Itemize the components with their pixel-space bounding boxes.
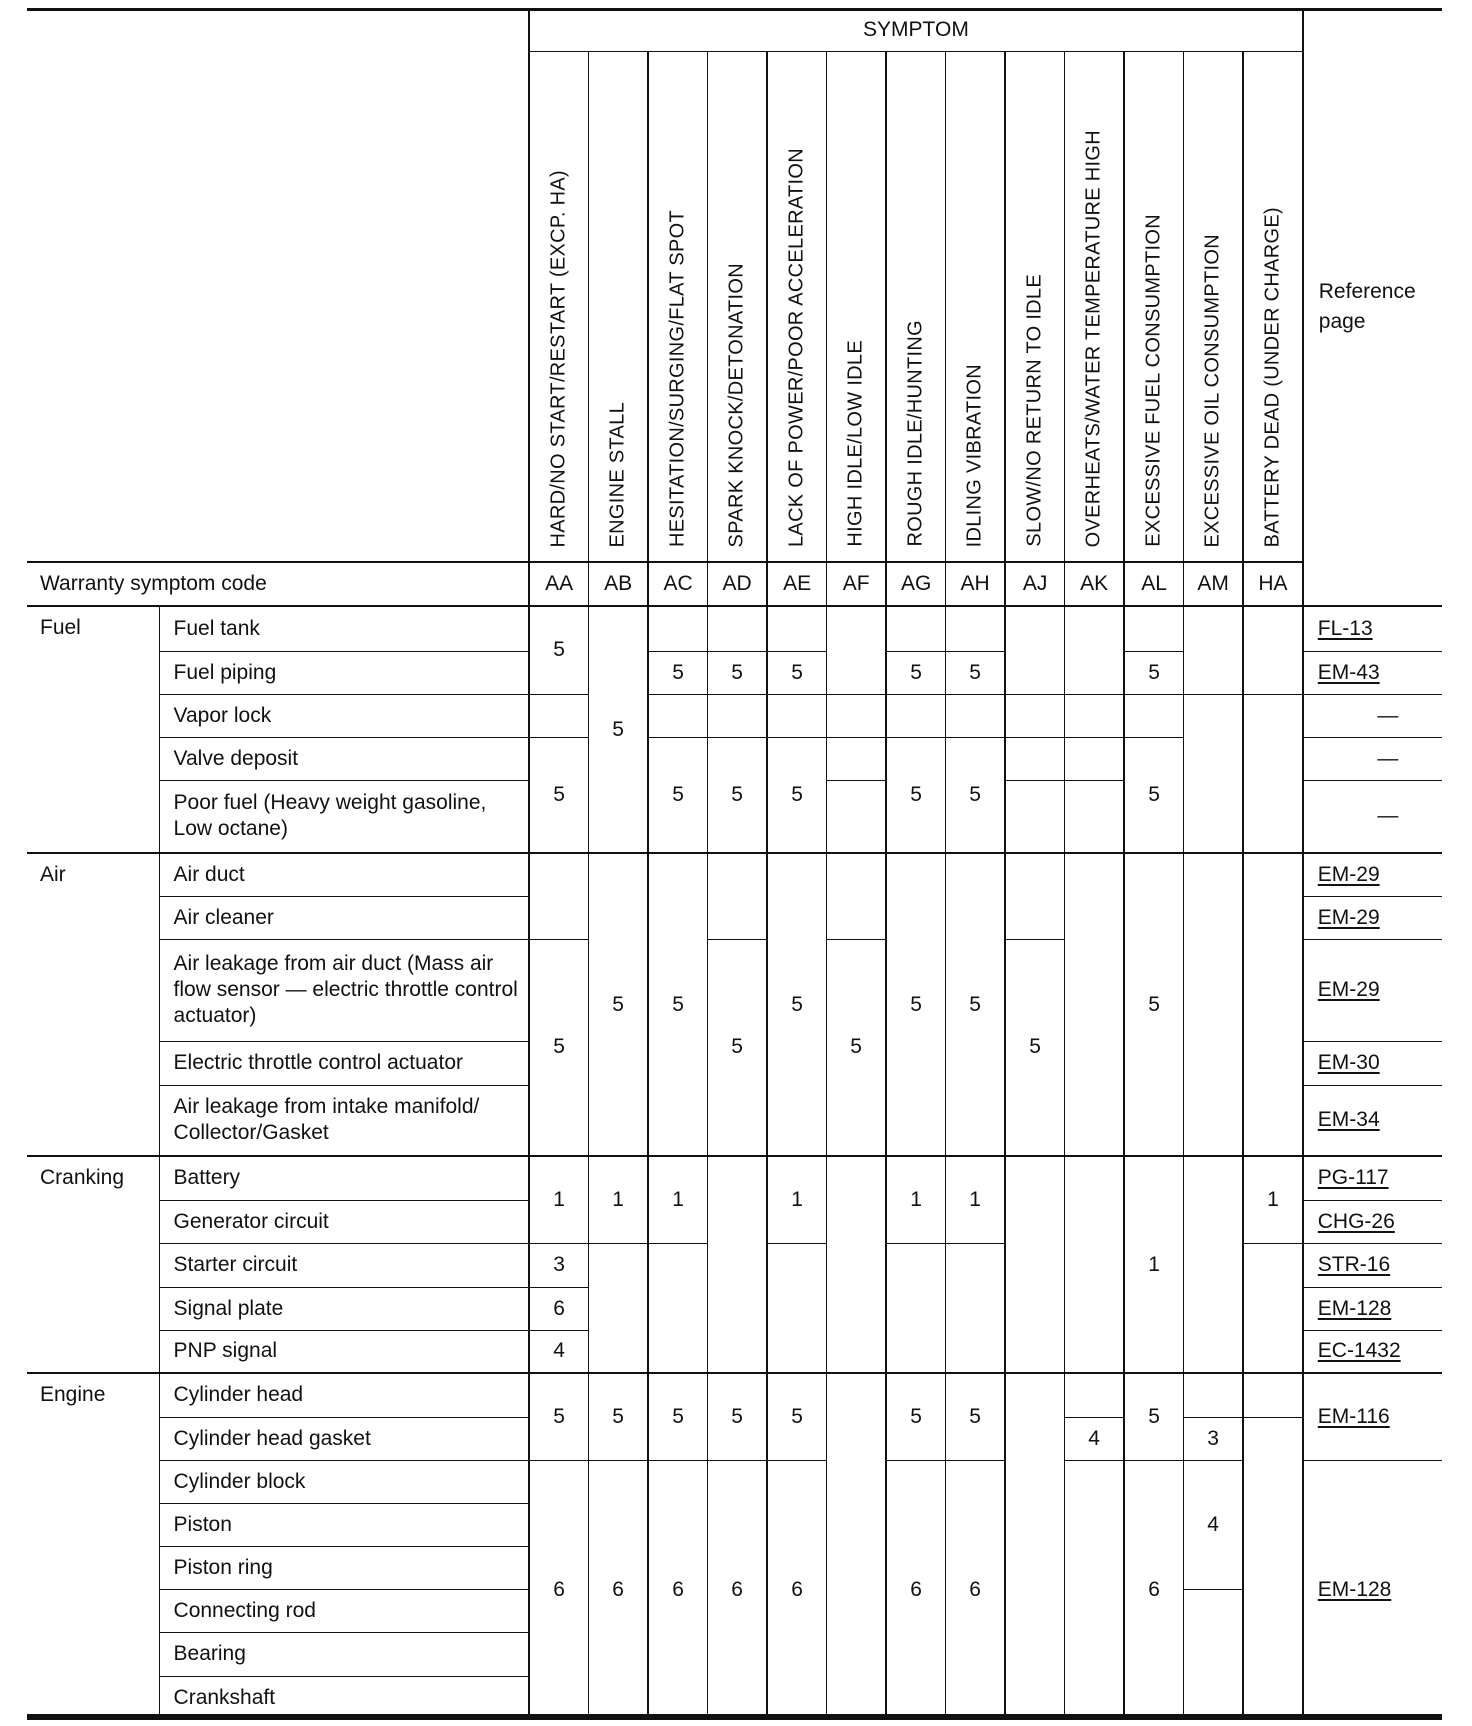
cell-ab xyxy=(589,1243,649,1373)
reference-link[interactable]: PG-117 xyxy=(1317,1166,1389,1190)
cell-aa: 6 xyxy=(529,1287,589,1330)
symptom-label-aa xyxy=(529,52,589,563)
symptom-label-text: HIGH IDLE/LOW IDLE xyxy=(844,340,867,547)
reference-page-heading: Reference page xyxy=(1303,9,1442,606)
cell-ac: 6 xyxy=(648,1460,708,1719)
cell-aa: 5 xyxy=(529,737,589,853)
cell-al xyxy=(1124,606,1184,651)
cell-af xyxy=(827,780,887,853)
cell-aa: 5 xyxy=(529,606,589,694)
symptom-code-ag: AG xyxy=(886,562,946,606)
symptom-label-text: EXCESSIVE FUEL CONSUMPTION xyxy=(1142,214,1165,547)
symptom-label-ad xyxy=(708,52,768,563)
cell-ak xyxy=(1065,737,1125,780)
cell-ag: 6 xyxy=(886,1460,946,1719)
symptom-code-ha: HA xyxy=(1243,562,1303,606)
cell-ak xyxy=(1065,1373,1125,1417)
reference-link[interactable]: EM-34 xyxy=(1317,1108,1380,1132)
cell-aa: 4 xyxy=(529,1330,589,1373)
table-row xyxy=(27,1156,1442,1200)
category-cranking: Cranking xyxy=(27,1156,159,1373)
cell-am xyxy=(1184,606,1244,694)
cell-ah xyxy=(946,694,1006,737)
reference-link[interactable]: EM-116 xyxy=(1317,1404,1390,1428)
cell-af xyxy=(827,853,887,939)
cell-aa: 5 xyxy=(529,939,589,1156)
reference-cell xyxy=(1303,1373,1442,1460)
symptom-code-ae: AE xyxy=(767,562,827,606)
cell-ha: 1 xyxy=(1243,1156,1303,1243)
cell-ag: 5 xyxy=(886,1373,946,1460)
item-name: PNP signal xyxy=(159,1330,529,1373)
cell-aa: 1 xyxy=(529,1156,589,1243)
cell-am: 4 xyxy=(1184,1460,1244,1589)
reference-cell xyxy=(1303,1330,1442,1373)
cell-ag: 5 xyxy=(886,651,946,694)
symptom-label-am xyxy=(1184,52,1244,563)
symptom-label-text: SPARK KNOCK/DETONATION xyxy=(725,262,748,547)
cell-ak xyxy=(1065,780,1125,853)
cell-ak: 4 xyxy=(1065,1417,1125,1460)
cell-ad xyxy=(708,1156,768,1373)
item-name: Air leakage from intake manifold/ Collector/Gasket xyxy=(159,1085,529,1156)
symptom-label-text: HESITATION/SURGING/FLAT SPOT xyxy=(666,210,689,547)
reference-cell xyxy=(1303,651,1442,694)
cell-al: 5 xyxy=(1124,1373,1184,1460)
symptom-label-ha xyxy=(1243,52,1303,563)
cell-al: 5 xyxy=(1124,651,1184,694)
item-name: Generator circuit xyxy=(159,1200,529,1243)
cell-af: 5 xyxy=(827,939,887,1156)
cell-ae xyxy=(767,606,827,651)
cell-am: 3 xyxy=(1184,1417,1244,1460)
item-name: Vapor lock xyxy=(159,694,529,737)
cell-aj xyxy=(1005,1373,1065,1719)
reference-dash: — xyxy=(1377,703,1399,727)
category-fuel: Fuel xyxy=(27,606,159,853)
cell-aj xyxy=(1005,853,1065,939)
table-row xyxy=(27,1460,1442,1503)
cell-ah: 1 xyxy=(946,1156,1006,1243)
item-name: Fuel tank xyxy=(159,606,529,651)
reference-dash: — xyxy=(1377,746,1399,770)
cell-am xyxy=(1184,853,1244,1156)
symptom-label-ae xyxy=(767,52,827,563)
reference-dash: — xyxy=(1377,804,1399,828)
reference-cell xyxy=(1303,1085,1442,1156)
symptom-label-ac xyxy=(648,52,708,563)
cell-ae: 5 xyxy=(767,651,827,694)
cell-ah: 5 xyxy=(946,651,1006,694)
cell-am xyxy=(1184,694,1244,853)
cell-ab: 5 xyxy=(589,1373,649,1460)
item-name: Air leakage from air duct (Mass air flow sensor — electric throttle control actuator) xyxy=(159,939,529,1041)
cell-ac: 5 xyxy=(648,651,708,694)
cell-al: 1 xyxy=(1124,1156,1184,1373)
cell-aj xyxy=(1005,780,1065,853)
symptom-label-aj xyxy=(1005,52,1065,563)
cell-ag xyxy=(886,694,946,737)
header-row-codes xyxy=(27,562,1442,606)
symptom-label-text: EXCESSIVE OIL CONSUMPTION xyxy=(1201,233,1224,547)
table-row xyxy=(27,853,1442,896)
cell-ac: 5 xyxy=(648,1373,708,1460)
cell-ah: 5 xyxy=(946,853,1006,1156)
cell-ad xyxy=(708,606,768,651)
cell-ag: 5 xyxy=(886,737,946,853)
item-name: Electric throttle control actuator xyxy=(159,1041,529,1085)
symptom-label-text: ENGINE STALL xyxy=(606,401,629,547)
reference-cell xyxy=(1303,853,1442,896)
cell-aa: 5 xyxy=(529,1373,589,1460)
cell-aa: 3 xyxy=(529,1243,589,1287)
cell-ag xyxy=(886,1243,946,1373)
cell-af xyxy=(827,1373,887,1719)
cell-ad: 6 xyxy=(708,1460,768,1719)
table-row xyxy=(27,606,1442,651)
symptom-label-text: IDLING VIBRATION xyxy=(963,363,986,547)
warranty-symptom-code-label: Warranty symptom code xyxy=(27,562,529,606)
item-name: Cylinder head xyxy=(159,1373,529,1417)
cell-aj xyxy=(1005,606,1065,694)
cell-am xyxy=(1184,1156,1244,1373)
cell-af xyxy=(827,1156,887,1373)
cell-ha xyxy=(1243,853,1303,1156)
table-row xyxy=(27,694,1442,737)
symptom-label-ag xyxy=(886,52,946,563)
cell-ak xyxy=(1065,606,1125,694)
reference-link[interactable]: EC-1432 xyxy=(1317,1339,1401,1363)
table-row xyxy=(27,1373,1442,1417)
cell-al: 5 xyxy=(1124,737,1184,853)
cell-ah xyxy=(946,606,1006,651)
symptom-label-text: BATTERY DEAD (UNDER CHARGE) xyxy=(1261,206,1284,547)
diagnosis-symptom-table xyxy=(27,9,1442,1720)
reference-cell xyxy=(1303,780,1442,853)
symptom-code-aa: AA xyxy=(529,562,589,606)
symptom-label-af xyxy=(827,52,887,563)
header-row-symptom xyxy=(27,9,1442,52)
cell-ad xyxy=(708,694,768,737)
cell-ha xyxy=(1243,606,1303,694)
symptom-code-ab: AB xyxy=(589,562,649,606)
cell-ak xyxy=(1065,853,1125,1156)
cell-ak xyxy=(1065,1156,1125,1373)
item-name: Fuel piping xyxy=(159,651,529,694)
symptom-code-aj: AJ xyxy=(1005,562,1065,606)
reference-link[interactable]: STR-16 xyxy=(1317,1253,1391,1276)
cell-aj xyxy=(1005,737,1065,780)
cell-ab: 6 xyxy=(589,1460,649,1719)
symptom-code-al: AL xyxy=(1124,562,1184,606)
item-name: Bearing xyxy=(159,1632,529,1676)
symptom-label-text: HARD/NO START/RESTART (EXCP. HA) xyxy=(547,169,570,547)
cell-ab: 1 xyxy=(589,1156,649,1243)
symptom-code-ad: AD xyxy=(708,562,768,606)
bottom-rule xyxy=(27,1714,1442,1719)
cell-ac xyxy=(648,1243,708,1373)
symptom-label-text: ROUGH IDLE/HUNTING xyxy=(904,320,927,547)
symptom-code-ac: AC xyxy=(648,562,708,606)
item-name: Cylinder block xyxy=(159,1460,529,1503)
reference-link[interactable]: CHG-26 xyxy=(1317,1209,1395,1233)
cell-ha xyxy=(1243,694,1303,853)
cell-al: 6 xyxy=(1124,1460,1184,1719)
cell-ac: 1 xyxy=(648,1156,708,1243)
cell-ae xyxy=(767,1243,827,1373)
item-name: Air duct xyxy=(159,853,529,896)
symptom-label-text: OVERHEATS/WATER TEMPERATURE HIGH xyxy=(1082,129,1105,547)
reference-link[interactable]: EM-128 xyxy=(1317,1577,1392,1601)
cell-ae: 1 xyxy=(767,1156,827,1243)
cell-aa xyxy=(529,694,589,737)
item-name: Crankshaft xyxy=(159,1676,529,1719)
cell-ac xyxy=(648,694,708,737)
symptom-code-am: AM xyxy=(1184,562,1244,606)
reference-cell xyxy=(1303,694,1442,737)
cell-ac: 5 xyxy=(648,853,708,1156)
symptom-code-af: AF xyxy=(827,562,887,606)
reference-link[interactable]: EM-29 xyxy=(1317,978,1380,1001)
reference-cell xyxy=(1303,737,1442,780)
header-blank xyxy=(27,9,529,562)
cell-ad: 5 xyxy=(708,939,768,1156)
cell-aj xyxy=(1005,694,1065,737)
cell-ae: 5 xyxy=(767,1373,827,1460)
cell-ag: 5 xyxy=(886,853,946,1156)
cell-af xyxy=(827,606,887,694)
cell-ak xyxy=(1065,694,1125,737)
cell-ab: 5 xyxy=(589,606,649,853)
reference-cell xyxy=(1303,1287,1442,1330)
item-name: Poor fuel (Heavy weight gasoline, Low octane) xyxy=(159,780,529,853)
cell-ad xyxy=(708,853,768,939)
cell-ha xyxy=(1243,1417,1303,1719)
cell-al xyxy=(1124,694,1184,737)
cell-ag xyxy=(886,606,946,651)
cell-am xyxy=(1184,1589,1244,1719)
reference-cell xyxy=(1303,939,1442,1041)
cell-ad: 5 xyxy=(708,737,768,853)
reference-link[interactable]: EM-43 xyxy=(1317,660,1380,684)
reference-link[interactable]: EM-29 xyxy=(1317,862,1380,886)
cell-ad: 5 xyxy=(708,1373,768,1460)
item-name: Valve deposit xyxy=(159,737,529,780)
symptom-label-ah xyxy=(946,52,1006,563)
reference-link[interactable]: EM-128 xyxy=(1317,1296,1392,1320)
item-name: Piston xyxy=(159,1503,529,1546)
cell-aa xyxy=(529,853,589,939)
reference-cell xyxy=(1303,606,1442,651)
reference-link[interactable]: EM-29 xyxy=(1317,905,1380,929)
symptom-heading: SYMPTOM xyxy=(529,9,1303,52)
reference-link[interactable]: EM-30 xyxy=(1317,1051,1380,1074)
cell-ae: 5 xyxy=(767,737,827,853)
reference-cell xyxy=(1303,1460,1442,1719)
symptom-label-ab xyxy=(589,52,649,563)
reference-cell xyxy=(1303,1243,1442,1287)
cell-am xyxy=(1184,1373,1244,1417)
cell-aj xyxy=(1005,1156,1065,1373)
reference-cell xyxy=(1303,1200,1442,1243)
category-air: Air xyxy=(27,853,159,1156)
reference-link[interactable]: FL-13 xyxy=(1317,616,1373,640)
cell-ac: 5 xyxy=(648,737,708,853)
symptom-label-text: LACK OF POWER/POOR ACCELERATION xyxy=(785,148,808,547)
cell-ad: 5 xyxy=(708,651,768,694)
cell-ae: 6 xyxy=(767,1460,827,1719)
cell-al: 5 xyxy=(1124,853,1184,1156)
cell-aj: 5 xyxy=(1005,939,1065,1156)
symptom-code-ak: AK xyxy=(1065,562,1125,606)
cell-ak xyxy=(1065,1460,1125,1719)
cell-ah: 6 xyxy=(946,1460,1006,1719)
cell-ha xyxy=(1243,1243,1303,1373)
cell-aa: 6 xyxy=(529,1460,589,1719)
reference-cell xyxy=(1303,896,1442,939)
cell-ae xyxy=(767,694,827,737)
cell-ab: 5 xyxy=(589,853,649,1156)
item-name: Piston ring xyxy=(159,1546,529,1589)
item-name: Starter circuit xyxy=(159,1243,529,1287)
item-name: Signal plate xyxy=(159,1287,529,1330)
reference-cell xyxy=(1303,1041,1442,1085)
cell-ah xyxy=(946,1243,1006,1373)
cell-af xyxy=(827,694,887,737)
symptom-label-ak xyxy=(1065,52,1125,563)
cell-ha xyxy=(1243,1373,1303,1417)
cell-ah: 5 xyxy=(946,1373,1006,1460)
symptom-code-ah: AH xyxy=(946,562,1006,606)
cell-ae: 5 xyxy=(767,853,827,1156)
symptom-label-text: SLOW/NO RETURN TO IDLE xyxy=(1023,274,1046,547)
cell-af xyxy=(827,737,887,780)
item-name: Air cleaner xyxy=(159,896,529,939)
symptom-label-al xyxy=(1124,52,1184,563)
cell-ac xyxy=(648,606,708,651)
cell-ag: 1 xyxy=(886,1156,946,1243)
reference-cell xyxy=(1303,1156,1442,1200)
item-name: Connecting rod xyxy=(159,1589,529,1632)
item-name: Cylinder head gasket xyxy=(159,1417,529,1460)
category-engine: Engine xyxy=(27,1373,159,1719)
item-name: Battery xyxy=(159,1156,529,1200)
cell-ah: 5 xyxy=(946,737,1006,853)
